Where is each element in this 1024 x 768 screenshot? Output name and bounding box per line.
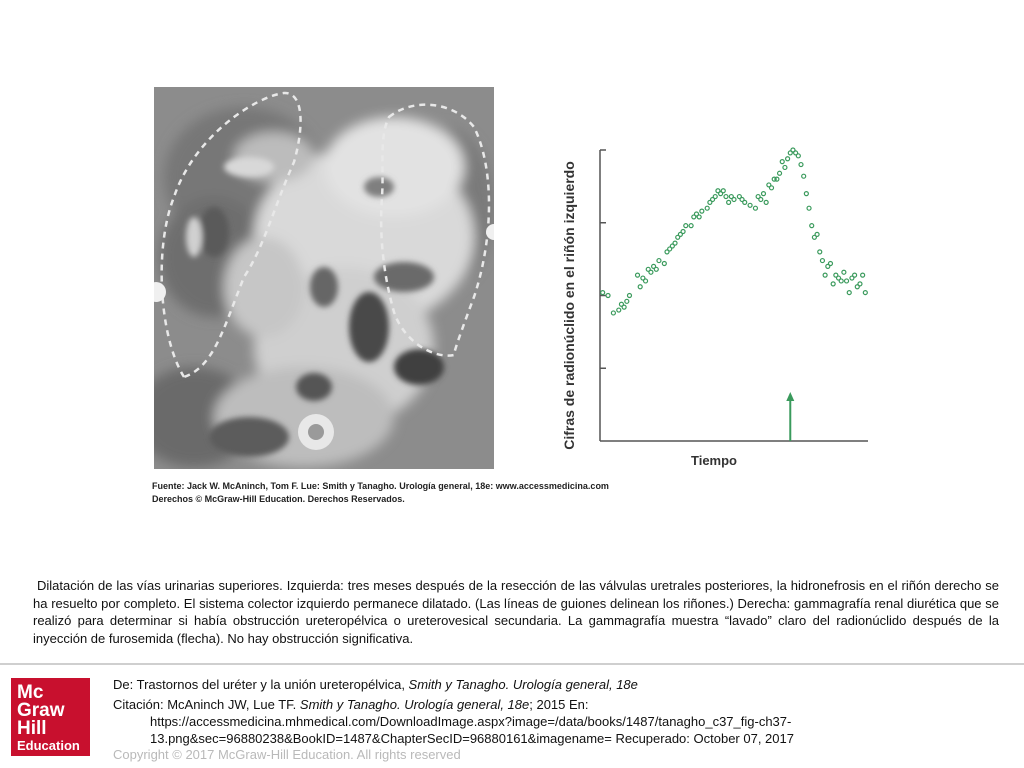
data-point bbox=[724, 195, 728, 199]
data-point bbox=[713, 195, 717, 199]
data-point bbox=[625, 299, 629, 303]
data-point bbox=[611, 311, 615, 315]
citation-url-line-2[interactable]: 13.png&sec=96880238&BookID=1487&ChapterSecID=96880161&imagename= Recuperado: October 07, 2017 bbox=[150, 731, 794, 746]
citation-year: ; 2015 En: bbox=[529, 697, 589, 712]
y-axis-label: Cifras de radionúclido en el riñón izquierdo bbox=[561, 161, 577, 450]
source-chapter bbox=[113, 676, 638, 693]
figure-source-line-2: Derechos © McGraw-Hill Education. Derechos Reservados. bbox=[152, 494, 405, 504]
data-point bbox=[721, 189, 725, 193]
data-point bbox=[759, 197, 763, 201]
data-point bbox=[815, 232, 819, 236]
data-point bbox=[697, 215, 701, 219]
data-point bbox=[684, 224, 688, 228]
citation-separator: . bbox=[292, 697, 300, 712]
data-point bbox=[636, 273, 640, 277]
data-point bbox=[807, 206, 811, 210]
data-point bbox=[818, 250, 822, 254]
data-point bbox=[778, 171, 782, 175]
data-point bbox=[828, 261, 832, 265]
figure-source-line-1: Fuente: Jack W. McAninch, Tom F. Lue: Smith y Tanagho. Urología general, 18e: www.accessmedicina.com bbox=[152, 481, 609, 491]
data-point bbox=[601, 291, 605, 295]
logo-line-3: Hill bbox=[17, 718, 47, 739]
citation-book-title: Smith y Tanagho. Urología general, 18e bbox=[299, 697, 530, 712]
figure-caption: Dilatación de las vías urinarias superiores. Izquierda: tres meses después de la resección de las válvulas uretrales posteriores, la hidronefrosis en el riñón derecho se ha resuelto por completo. El sistema colector izquierdo permanece dilatado. (Las líneas de guiones delinean los riñones.) Derecha: gammagrafía renal diurética que se realizó para determinar si había obstrucción ureteropélvica o ureterovesical secundaria. La gammagrafía muestra “lavado” claro del radionúclido después de la inyección de furosemida (flecha). No hay obstrucción significativa. bbox=[33, 578, 999, 646]
copyright-notice: Copyright © 2017 McGraw-Hill Education. All rights reserved bbox=[113, 747, 461, 762]
data-point bbox=[654, 267, 658, 271]
data-point bbox=[606, 294, 610, 298]
data-point bbox=[753, 206, 757, 210]
citation-authors: Citación: McAninch JW, Lue TF bbox=[113, 697, 293, 712]
data-point bbox=[748, 203, 752, 207]
data-point bbox=[823, 273, 827, 277]
data-point bbox=[853, 273, 857, 277]
data-point bbox=[845, 279, 849, 283]
data-point bbox=[786, 157, 790, 161]
data-point bbox=[700, 209, 704, 213]
data-point bbox=[847, 291, 851, 295]
data-point bbox=[764, 200, 768, 204]
data-point bbox=[638, 285, 642, 289]
data-point bbox=[622, 305, 626, 309]
citation-line bbox=[113, 696, 589, 713]
data-point bbox=[799, 163, 803, 167]
data-point bbox=[705, 206, 709, 210]
data-point bbox=[662, 261, 666, 265]
chart-points bbox=[601, 148, 868, 315]
data-point bbox=[617, 308, 621, 312]
xray-image bbox=[154, 87, 494, 469]
data-point bbox=[727, 200, 731, 204]
data-point bbox=[732, 197, 736, 201]
data-point bbox=[861, 273, 865, 277]
arrow-head bbox=[786, 392, 794, 401]
citation-url-line-1[interactable]: https://accessmedicina.mhmedical.com/DownloadImage.aspx?image=/data/books/1487/tanagho_c37_fig-ch37- bbox=[150, 714, 792, 729]
source-book-title: Smith y Tanagho. Urología general, 18e bbox=[408, 677, 638, 692]
data-point bbox=[858, 282, 862, 286]
data-point bbox=[627, 294, 631, 298]
logo-line-2: Graw bbox=[17, 700, 65, 721]
data-point bbox=[780, 160, 784, 164]
x-axis-label: Tiempo bbox=[691, 453, 737, 468]
logo-line-1: Mc bbox=[17, 682, 44, 703]
data-point bbox=[804, 192, 808, 196]
data-point bbox=[831, 282, 835, 286]
data-point bbox=[761, 192, 765, 196]
figure bbox=[148, 84, 870, 506]
data-point bbox=[810, 224, 814, 228]
data-point bbox=[770, 186, 774, 190]
data-point bbox=[842, 270, 846, 274]
divider bbox=[0, 663, 1024, 665]
data-point bbox=[839, 279, 843, 283]
renogram-chart bbox=[558, 84, 870, 504]
data-point bbox=[783, 165, 787, 169]
chart-axes bbox=[600, 150, 868, 441]
data-point bbox=[689, 224, 693, 228]
data-point bbox=[644, 279, 648, 283]
data-point bbox=[796, 154, 800, 158]
data-point bbox=[673, 241, 677, 245]
data-point bbox=[820, 259, 824, 263]
data-point bbox=[649, 270, 653, 274]
source-chapter-text: De: Trastornos del uréter y la unión ureteropélvica, bbox=[113, 677, 409, 692]
data-point bbox=[802, 174, 806, 178]
data-point bbox=[681, 229, 685, 233]
furosemide-arrow bbox=[786, 392, 794, 441]
data-point bbox=[657, 259, 661, 263]
data-point bbox=[775, 177, 779, 181]
mcgraw-hill-logo bbox=[11, 678, 90, 756]
data-point bbox=[743, 200, 747, 204]
data-point bbox=[863, 291, 867, 295]
logo-line-4: Education bbox=[17, 738, 80, 753]
